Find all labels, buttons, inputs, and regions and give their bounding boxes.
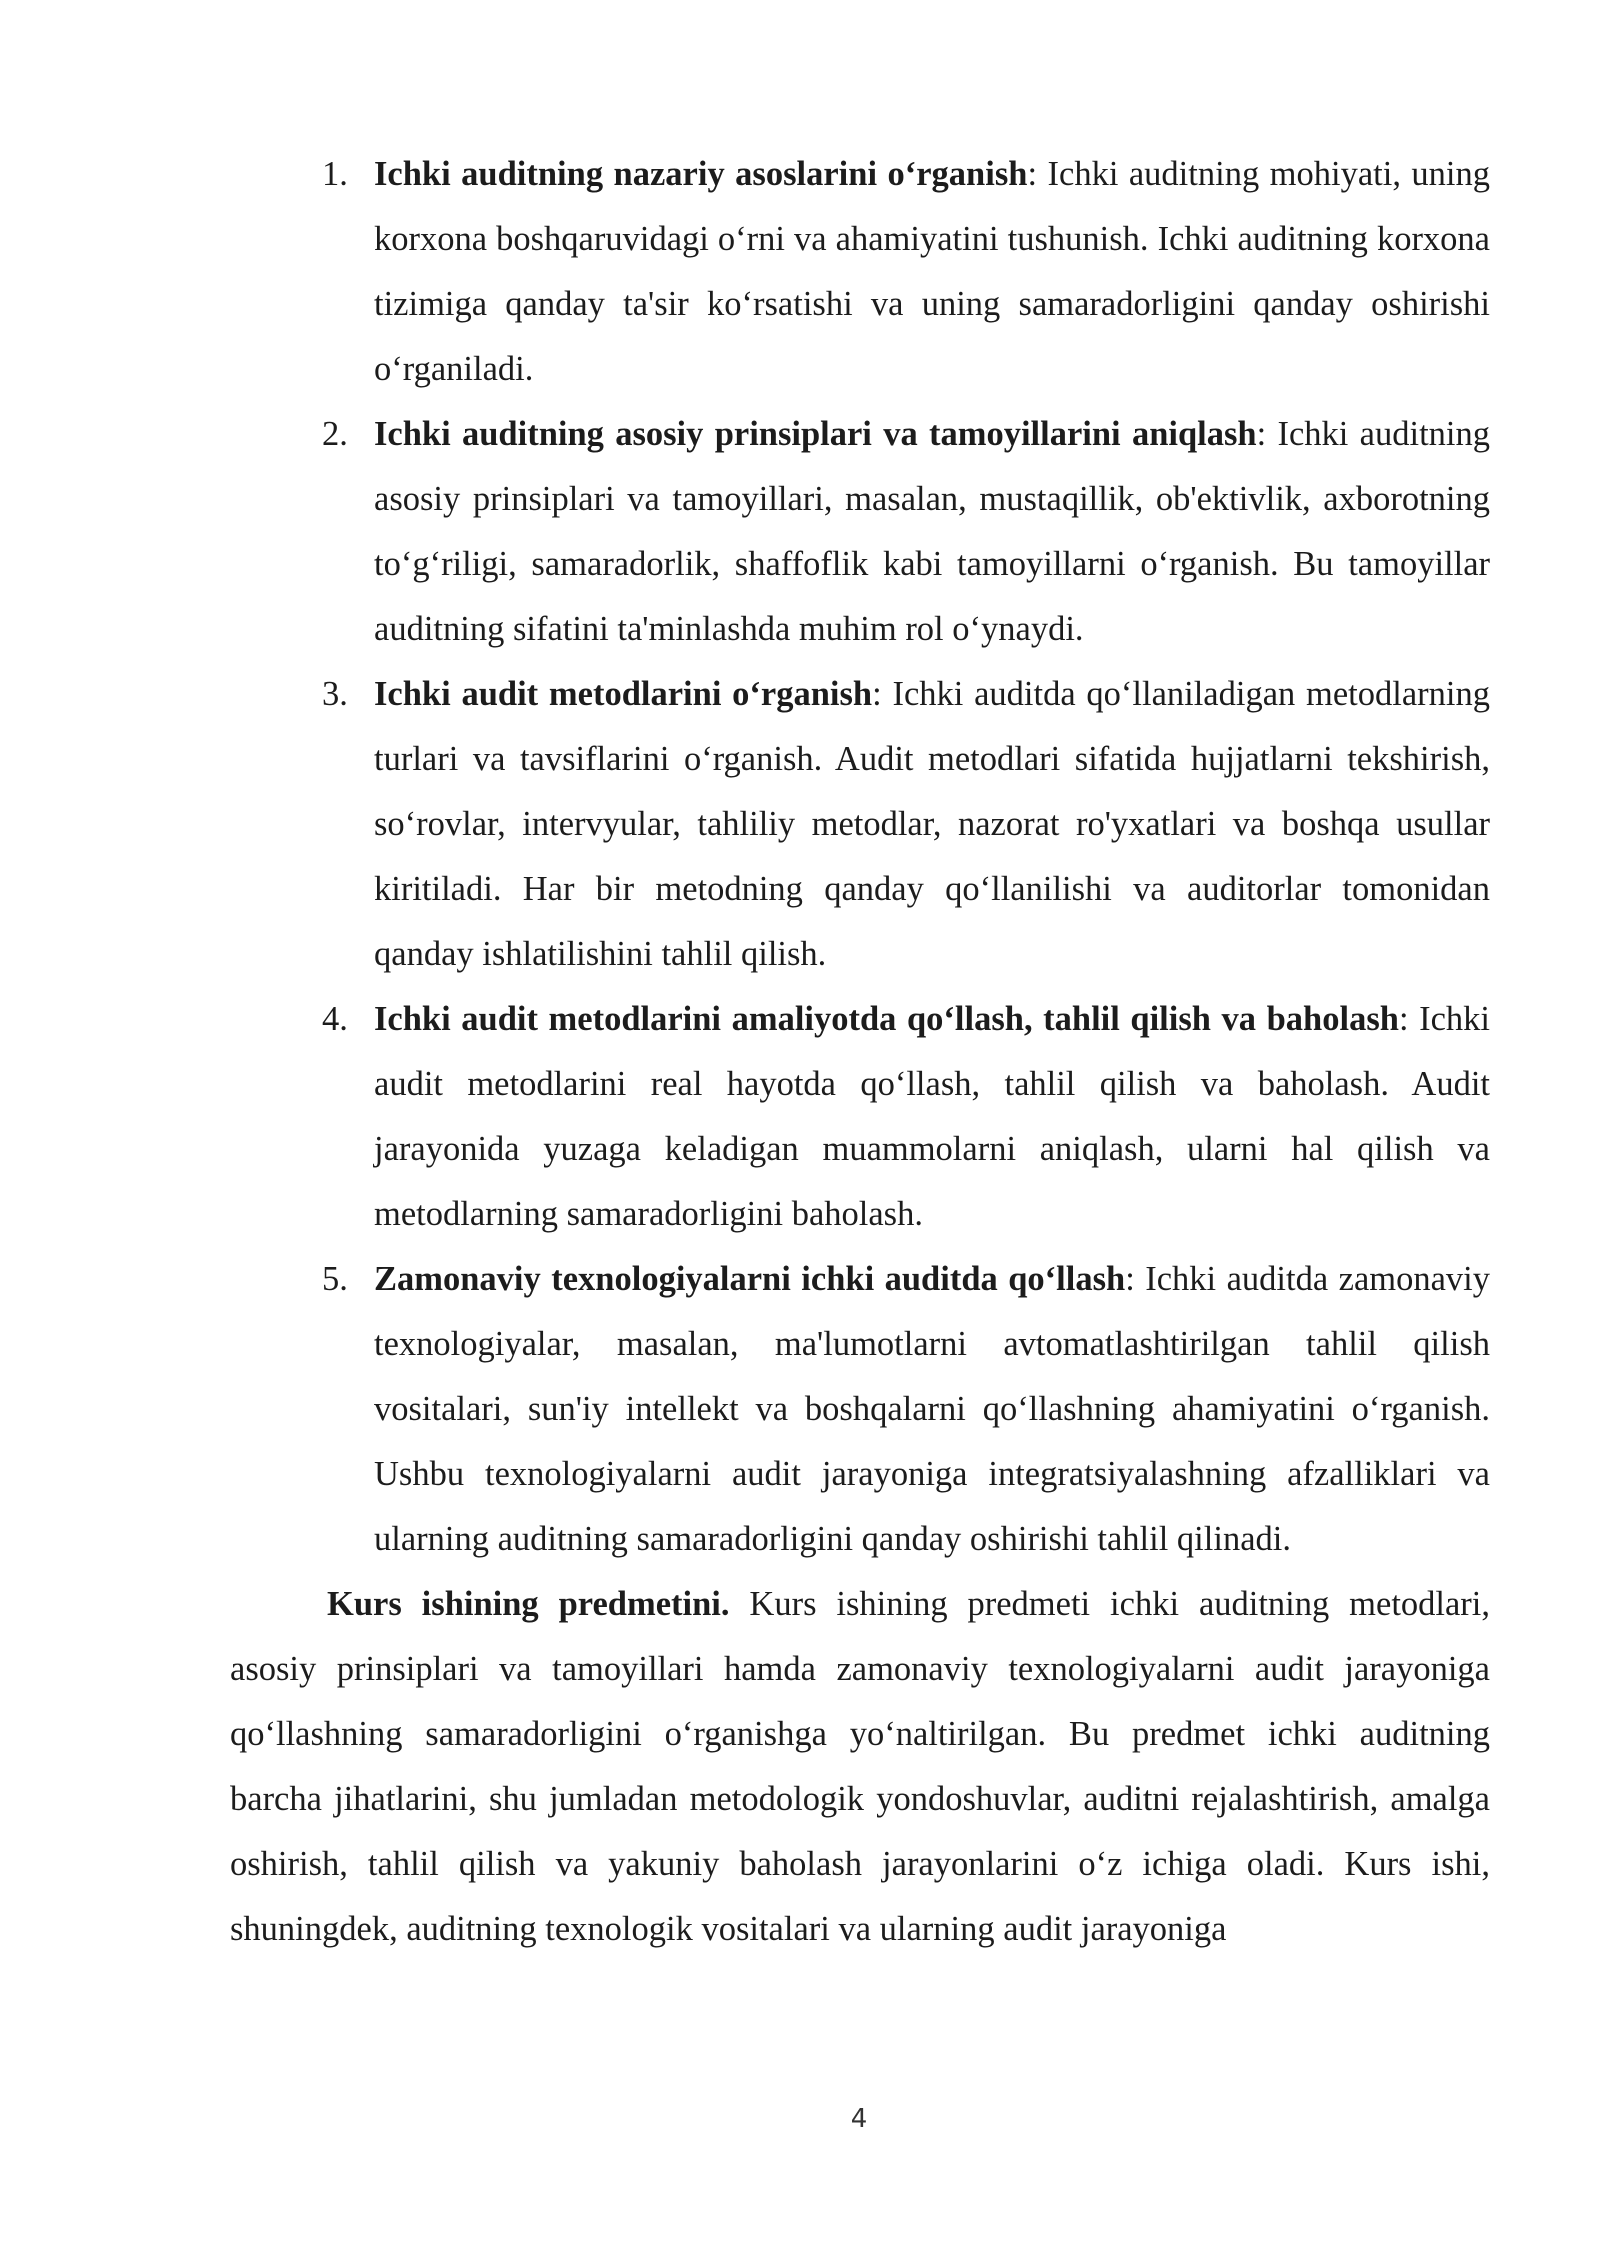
list-item-number: 1. xyxy=(322,155,348,193)
list-item xyxy=(230,987,1490,1247)
list-item-term: Ichki audit metodlarini amaliyotda qo‘llash, tahlil qilish va baholash xyxy=(374,1000,1399,1038)
list-item-number: 3. xyxy=(322,675,348,713)
list-item-term: Zamonaviy texnologiyalarni ichki auditda qo‘llash xyxy=(374,1260,1126,1298)
page-content xyxy=(230,142,1490,1962)
list-item-term: Ichki auditning asosiy prinsiplari va tamoyillarini aniqlash xyxy=(374,415,1257,453)
list-item xyxy=(230,1247,1490,1572)
list-item-term: Ichki auditning nazariy asoslarini o‘rganish xyxy=(374,155,1028,193)
list-item-text: : Ichki auditning asosiy prinsiplari va tamoyillari, masalan, mustaqillik, ob'ektivlik, axborotning to‘g‘riligi, samaradorlik, shaffoflik kabi tamoyillarni o‘rganish. Bu tamoyillar auditning sifatini ta'minlashda muhim rol o‘ynaydi. xyxy=(374,415,1490,648)
paragraph-term: Kurs ishining predmetini. xyxy=(327,1585,730,1623)
objectives-list xyxy=(230,142,1490,1572)
list-item-number: 2. xyxy=(322,415,348,453)
paragraph-text: Kurs ishining predmeti ichki auditning metodlari, asosiy prinsiplari va tamoyillari hamda zamonaviy texnologiyalarni audit jarayoniga qo‘llashning samaradorligini o‘rganishga yo‘naltirilgan. Bu predmet ichki auditning barcha jihatlarini, shu jumladan metodologik yondoshuvlar, auditni rejalashtirish, amalga oshirish, tahlil qilish va yakuniy baholash jarayonlarini o‘z ichiga oladi. Kurs ishi, shuningdek, auditning texnologik vositalari va ularning audit jarayoniga xyxy=(230,1585,1491,1948)
list-item xyxy=(230,662,1490,987)
list-item xyxy=(230,142,1490,402)
list-item-number: 5. xyxy=(322,1260,348,1298)
list-item xyxy=(230,402,1490,662)
list-item-text: : Ichki auditda qo‘llaniladigan metodlarning turlari va tavsiflarini o‘rganish. Audit metodlari sifatida hujjatlarni tekshirish, so‘rovlar, intervyular, tahliliy metodlar, nazorat ro'yxatlari va boshqa usullar kiritiladi. Har bir metodning qanday qo‘llanilishi va auditorlar tomonidan qanday ishlatilishini tahlil qilish. xyxy=(374,675,1490,973)
list-item-text: : Ichki audit metodlarini real hayotda qo‘llash, tahlil qilish va baholash. Audit jarayonida yuzaga keladigan muammolarni aniqlash, ularni hal qilish va metodlarning samaradorligini baholash. xyxy=(374,1000,1490,1233)
list-item-text: : Ichki auditda zamonaviy texnologiyalar, masalan, ma'lumotlarni avtomatlashtirilgan tahlil qilish vositalari, sun'iy intellekt va boshqalarni qo‘llashning ahamiyatini o‘rganish. Ushbu texnologiyalarni audit jarayoniga integratsiyalashning afzalliklari va ularning auditning samaradorligini qanday oshirishi tahlil qilinadi. xyxy=(374,1260,1490,1558)
page-number: 4 xyxy=(850,2104,868,2134)
list-item-term: Ichki audit metodlarini o‘rganish xyxy=(374,675,873,713)
body-paragraph xyxy=(230,1572,1490,1962)
list-item-number: 4. xyxy=(322,1000,348,1038)
list-item-text: : Ichki auditning mohiyati, uning korxona boshqaruvidagi o‘rni va ahamiyatini tushunish. Ichki auditning korxona tizimiga qanday ta'sir ko‘rsatishi va uning samaradorligini qanday oshirishi o‘rganiladi. xyxy=(374,155,1490,388)
